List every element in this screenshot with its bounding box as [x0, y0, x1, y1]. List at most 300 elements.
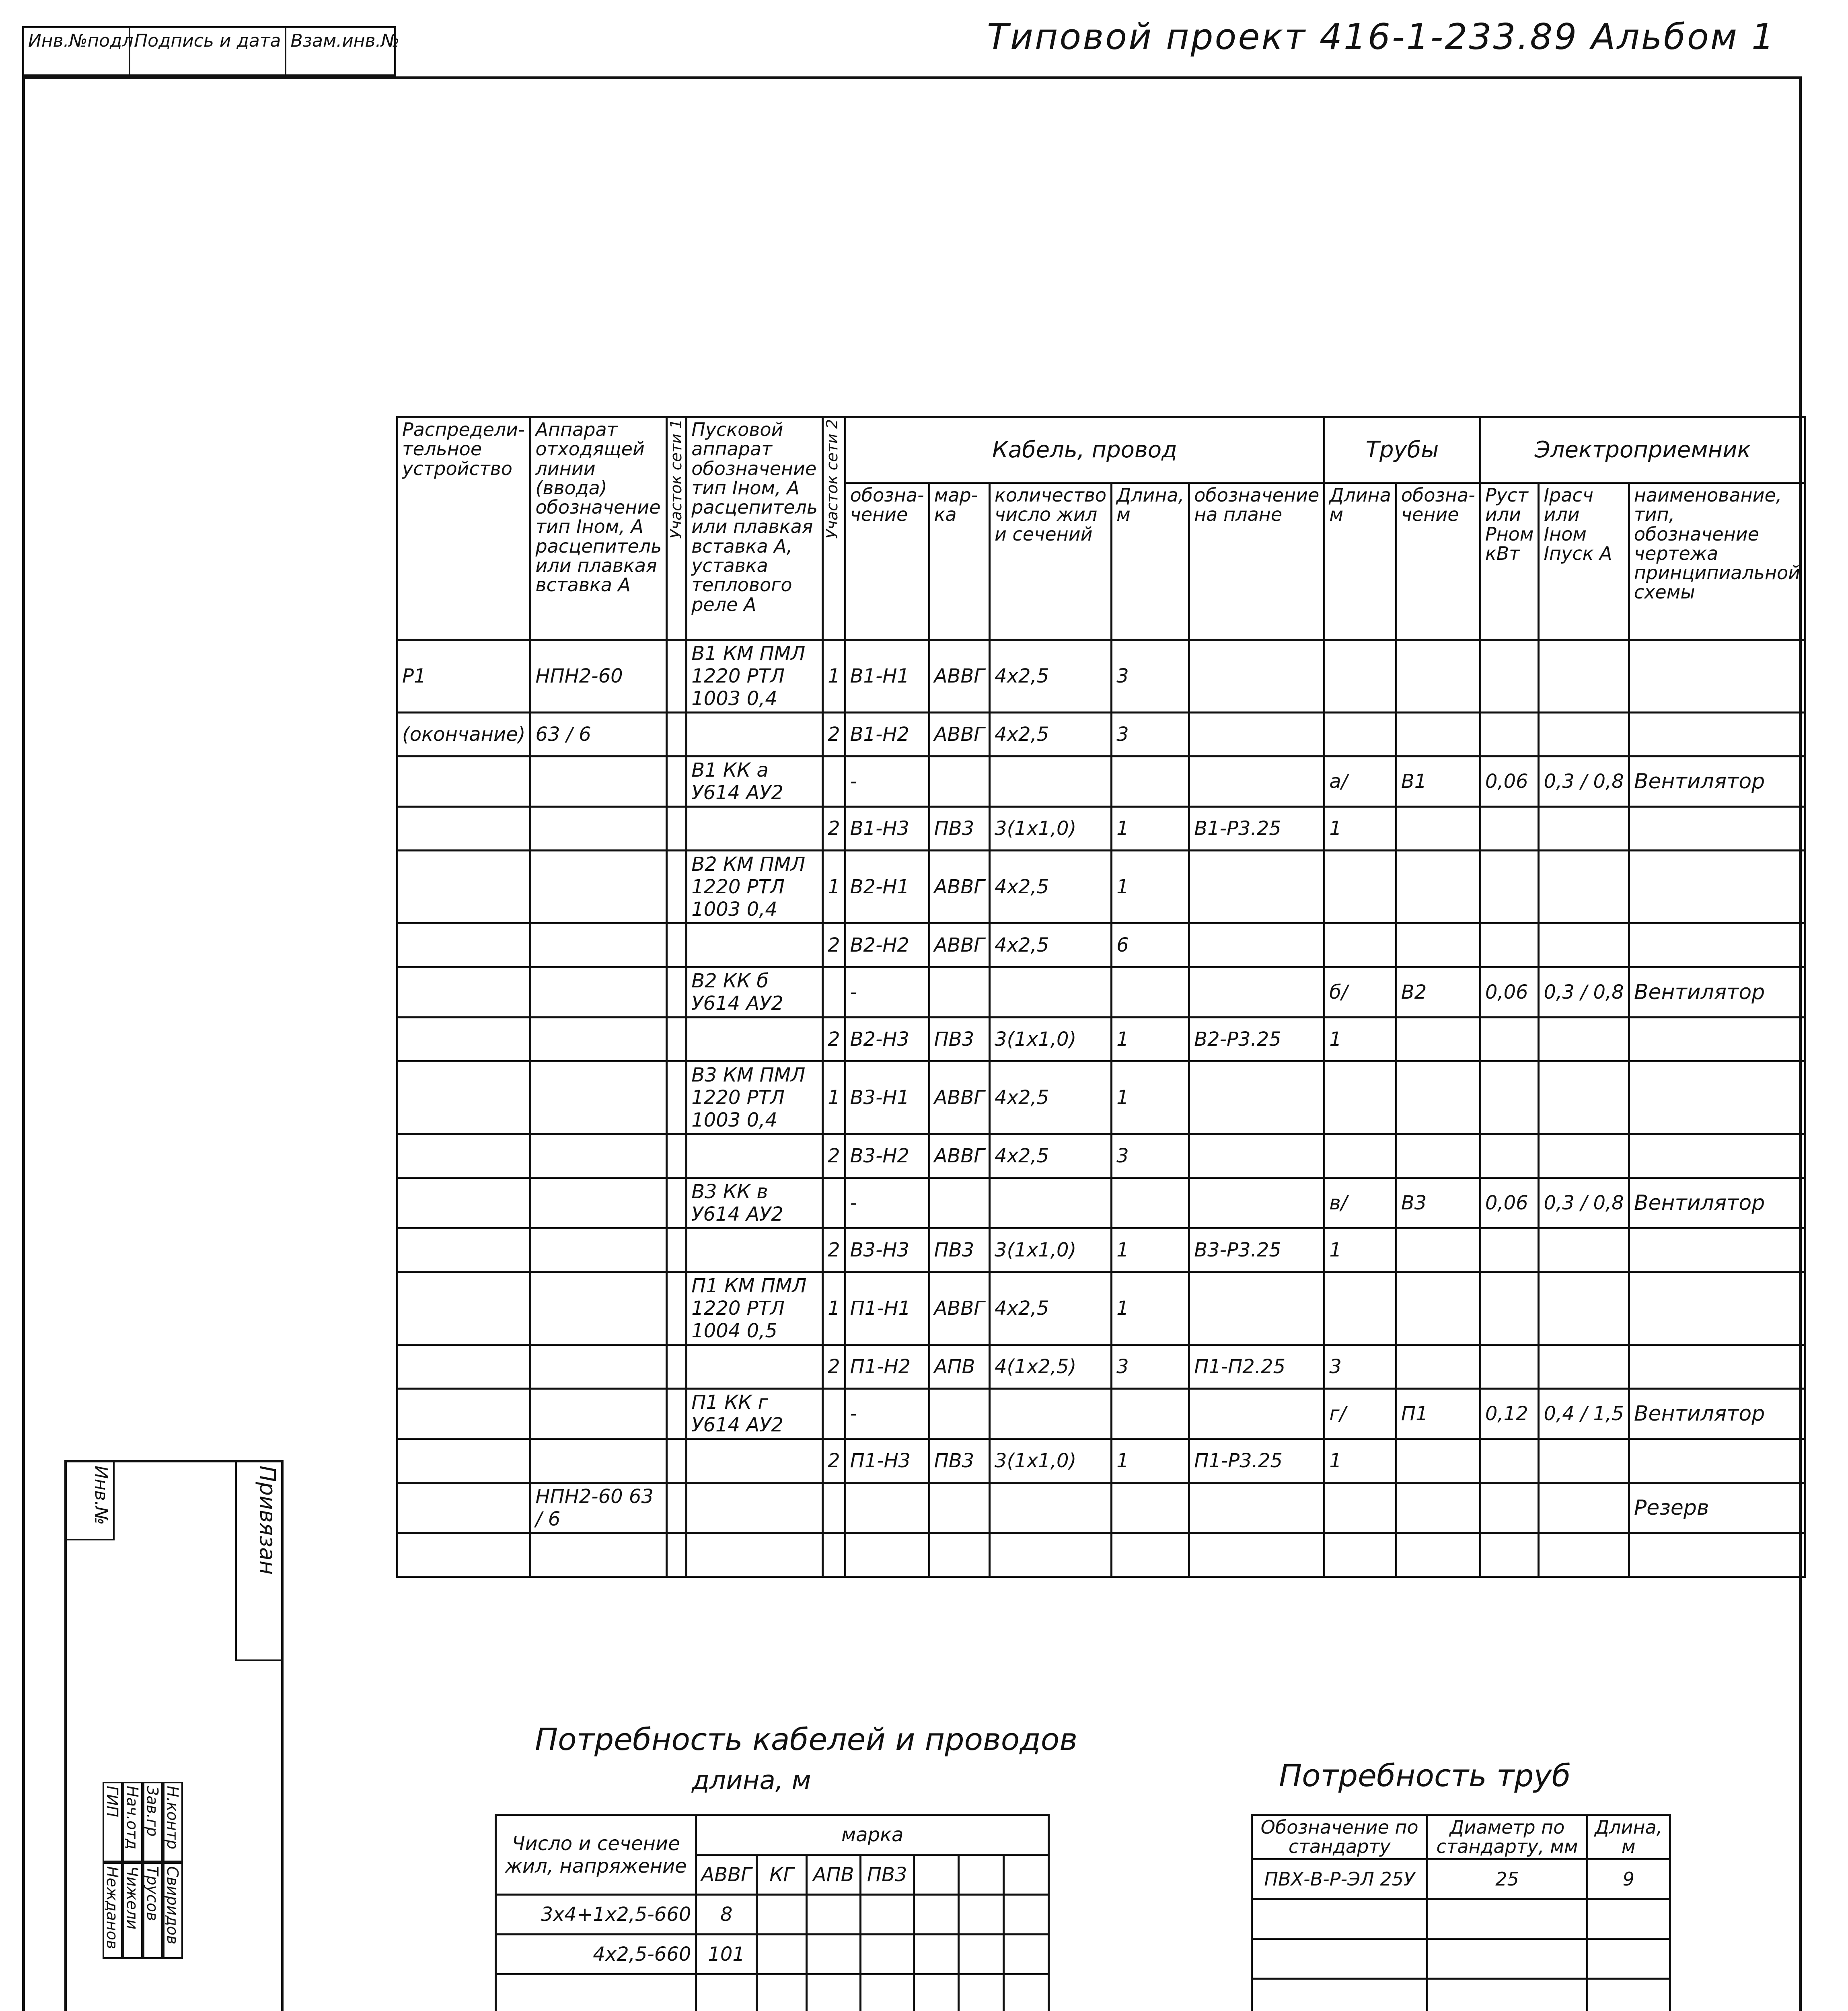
cell-receiver-power	[1480, 807, 1539, 851]
table-row	[397, 1272, 1805, 1345]
cell-cable-qty	[990, 1389, 1112, 1439]
title-block	[64, 1460, 284, 2011]
title-block-name-0: Нежданов	[103, 1862, 123, 1959]
cell-cable-length: 1	[1112, 1061, 1189, 1134]
cell-pipe-id: В2-Р3.25	[1189, 1018, 1324, 1061]
cell-receiver-power	[1480, 1228, 1539, 1272]
cell-receiver-id: В3	[1396, 1178, 1480, 1228]
cell-starter	[687, 1228, 823, 1272]
table-row	[397, 807, 1805, 851]
cell-receiver-id	[1396, 923, 1480, 967]
title-block-role-3: Н.контр	[163, 1782, 183, 1862]
cell-cable-id: В1-Н3	[845, 807, 929, 851]
cell-receiver-power	[1480, 1272, 1539, 1345]
cell-section-2: 2	[823, 1345, 845, 1389]
cables-cell	[696, 1974, 756, 2011]
cell-section-1	[667, 967, 687, 1018]
pipes-col-header: Диаметр по стандарту, мм	[1427, 1815, 1587, 1859]
cell-cable-length	[1112, 1483, 1189, 1533]
cell-receiver-power: 0,12	[1480, 1389, 1539, 1439]
cell-section-2	[823, 1389, 845, 1439]
cell-distribution: Р1	[397, 640, 530, 713]
stamp-replace-label: Взам.инв.№	[290, 31, 400, 51]
cell-cable-length: 3	[1112, 1345, 1189, 1389]
cell-distribution	[397, 807, 530, 851]
cell-receiver-current	[1539, 1061, 1629, 1134]
cell-cable-qty	[990, 1483, 1112, 1533]
cell-cable-qty	[990, 967, 1112, 1018]
cell-section-2	[823, 757, 845, 807]
cell-distribution	[397, 757, 530, 807]
cell-receiver-name	[1629, 1345, 1805, 1389]
table-row	[1252, 1978, 1670, 2011]
cell-section-2: 1	[823, 1272, 845, 1345]
cell-cable-id: П1-Н3	[845, 1439, 929, 1483]
cell-starter: В3 КК в У614 АУ2	[687, 1178, 823, 1228]
cell-pipe-id: В3-Р3.25	[1189, 1228, 1324, 1272]
cell-receiver-current	[1539, 1439, 1629, 1483]
cell-cable-id: В3-Н1	[845, 1061, 929, 1134]
cell-receiver-current: 0,4 / 1,5	[1539, 1389, 1629, 1439]
cell-section-1	[667, 1439, 687, 1483]
cell-section-2: 2	[823, 1018, 845, 1061]
cell-cable-id: -	[845, 757, 929, 807]
cell-receiver-power	[1480, 851, 1539, 923]
cell-receiver-name	[1629, 1272, 1805, 1345]
cell-apparatus: НПН2-60 63 / 6	[530, 1483, 667, 1533]
pipes-col-header: Длина, м	[1587, 1815, 1670, 1859]
cell-starter	[687, 1018, 823, 1061]
cell-receiver-id	[1396, 1061, 1480, 1134]
cell-receiver-name	[1629, 1061, 1805, 1134]
table-row	[397, 1134, 1805, 1178]
cell-cable-qty: 4х2,5	[990, 851, 1112, 923]
cell-pipe-id	[1189, 1389, 1324, 1439]
cell-distribution	[397, 1178, 530, 1228]
cell-section-1	[667, 1018, 687, 1061]
cell-apparatus	[530, 1272, 667, 1345]
cell-pipe-length	[1324, 851, 1396, 923]
cell-pipe-id	[1189, 713, 1324, 757]
cables-cell	[914, 1974, 959, 2011]
cell-receiver-name	[1629, 807, 1805, 851]
cell-starter: П1 КМ ПМЛ 1220 РТЛ 1004 0,5	[687, 1272, 823, 1345]
cell-pipe-length	[1324, 1533, 1396, 1577]
cell-pipe-length: 1	[1324, 1439, 1396, 1483]
cell-receiver-id: В1	[1396, 757, 1480, 807]
col-distribution-device: Распредели-тельное устройство	[397, 417, 530, 640]
cell-pipe-id: В1-Р3.25	[1189, 807, 1324, 851]
cell-apparatus: НПН2-60	[530, 640, 667, 713]
project-header: Типовой проект 416-1-233.89 Альбом 1	[987, 16, 1776, 58]
cell-receiver-current	[1539, 713, 1629, 757]
cell-cable-qty: 4х2,5	[990, 713, 1112, 757]
pipes-cell: 25	[1427, 1859, 1587, 1899]
cables-requirement-table	[495, 1814, 1050, 2011]
cell-cable-qty	[990, 1533, 1112, 1577]
cell-receiver-current	[1539, 1018, 1629, 1061]
cell-starter	[687, 1533, 823, 1577]
cell-apparatus	[530, 1178, 667, 1228]
cell-receiver-current	[1539, 1533, 1629, 1577]
cell-pipe-length: в/	[1324, 1178, 1396, 1228]
cell-receiver-id	[1396, 851, 1480, 923]
cell-receiver-current	[1539, 1134, 1629, 1178]
cell-cable-length: 6	[1112, 923, 1189, 967]
cell-receiver-name: Вентилятор	[1629, 1178, 1805, 1228]
cell-pipe-length	[1324, 640, 1396, 713]
cables-cell	[807, 1974, 860, 2011]
cell-apparatus	[530, 1533, 667, 1577]
cell-section-2: 2	[823, 1228, 845, 1272]
cell-receiver-id	[1396, 1345, 1480, 1389]
cell-receiver-name	[1629, 1134, 1805, 1178]
cell-receiver-id: П1	[1396, 1389, 1480, 1439]
cell-cable-brand: ПВ3	[929, 807, 989, 851]
cell-distribution	[397, 1061, 530, 1134]
cell-starter	[687, 1483, 823, 1533]
col-receiver-id: обозна-чение	[1396, 483, 1480, 640]
cell-cable-length: 1	[1112, 1018, 1189, 1061]
cell-section-2: 1	[823, 640, 845, 713]
table-row	[397, 1178, 1805, 1228]
title-block-role-0: ГИП	[103, 1782, 123, 1862]
cell-pipe-length	[1324, 1061, 1396, 1134]
table-row	[397, 1533, 1805, 1577]
cell-apparatus: 63 / 6	[530, 713, 667, 757]
cell-receiver-power	[1480, 1061, 1539, 1134]
table-row	[496, 1974, 1049, 2011]
cell-apparatus	[530, 1439, 667, 1483]
cell-pipe-id	[1189, 923, 1324, 967]
cables-col-section: Число и сечение жил, напряжение	[496, 1815, 696, 1895]
cell-section-1	[667, 757, 687, 807]
cell-pipe-length: 1	[1324, 1228, 1396, 1272]
cables-cell	[860, 1974, 914, 2011]
cables-cell: 101	[696, 1935, 756, 1974]
cell-receiver-current	[1539, 1228, 1629, 1272]
cell-section-2	[823, 1483, 845, 1533]
cell-pipe-id	[1189, 640, 1324, 713]
cell-receiver-id: В2	[1396, 967, 1480, 1018]
pipes-cell	[1587, 1978, 1670, 2011]
cell-apparatus	[530, 1134, 667, 1178]
cell-receiver-current: 0,3 / 0,8	[1539, 757, 1629, 807]
cell-receiver-id	[1396, 1018, 1480, 1061]
cell-receiver-id	[1396, 1483, 1480, 1533]
cell-cable-length	[1112, 967, 1189, 1018]
cell-pipe-length: 1	[1324, 1018, 1396, 1061]
cell-receiver-name	[1629, 923, 1805, 967]
cables-row-label	[496, 1974, 696, 2011]
cell-distribution	[397, 1389, 530, 1439]
cell-receiver-power	[1480, 1533, 1539, 1577]
cell-pipe-id	[1189, 1533, 1324, 1577]
cables-brand-col: АВВГ	[696, 1855, 756, 1895]
cell-cable-brand: ПВ3	[929, 1439, 989, 1483]
cell-section-2: 2	[823, 923, 845, 967]
cell-cable-id: В3-Н2	[845, 1134, 929, 1178]
col-cable-id: обозна-чение	[845, 483, 929, 640]
cell-receiver-id	[1396, 1228, 1480, 1272]
cell-cable-qty: 4х2,5	[990, 640, 1112, 713]
pipes-cell	[1587, 1939, 1670, 1978]
cell-cable-brand: ПВ3	[929, 1018, 989, 1061]
cell-pipe-length: б/	[1324, 967, 1396, 1018]
pipes-col-header: Обозначение по стандарту	[1252, 1815, 1427, 1859]
table-row	[397, 923, 1805, 967]
table-row	[397, 1439, 1805, 1483]
cell-cable-id: В2-Н3	[845, 1018, 929, 1061]
cell-section-1	[667, 807, 687, 851]
cell-distribution	[397, 923, 530, 967]
table-row	[397, 757, 1805, 807]
title-block-checked: Привязан	[235, 1460, 284, 1661]
cell-section-2: 2	[823, 713, 845, 757]
cell-cable-brand: ПВ3	[929, 1228, 989, 1272]
cell-cable-brand: АВВГ	[929, 851, 989, 923]
cell-apparatus	[530, 851, 667, 923]
cell-section-1	[667, 713, 687, 757]
cell-section-1	[667, 923, 687, 967]
title-block-name-1: Чижели	[123, 1862, 143, 1959]
cell-cable-brand	[929, 757, 989, 807]
cell-starter	[687, 713, 823, 757]
cell-cable-brand: АПВ	[929, 1345, 989, 1389]
cell-receiver-id	[1396, 640, 1480, 713]
table-row	[1252, 1939, 1670, 1978]
cell-cable-qty: 4х2,5	[990, 1272, 1112, 1345]
cell-cable-qty: 3(1х1,0)	[990, 807, 1112, 851]
cell-receiver-current	[1539, 640, 1629, 713]
col-section-2: Участок сети 2	[823, 417, 845, 640]
cell-distribution	[397, 851, 530, 923]
col-cable-brand: мар-ка	[929, 483, 989, 640]
cell-starter	[687, 1345, 823, 1389]
col-pipe-id: обозначение на плане	[1189, 483, 1324, 640]
cables-cell	[1004, 1974, 1049, 2011]
cell-pipe-length	[1324, 1483, 1396, 1533]
cell-cable-qty	[990, 757, 1112, 807]
table-row	[496, 1895, 1049, 1935]
cell-cable-length: 3	[1112, 1134, 1189, 1178]
cell-pipe-length: 1	[1324, 807, 1396, 851]
cell-pipe-length: г/	[1324, 1389, 1396, 1439]
cell-pipe-id	[1189, 757, 1324, 807]
cell-receiver-current: 0,3 / 0,8	[1539, 1178, 1629, 1228]
cables-cell	[959, 1974, 1004, 2011]
table-row	[1252, 1859, 1670, 1899]
cell-starter: В2 КК б У614 АУ2	[687, 967, 823, 1018]
cell-apparatus	[530, 807, 667, 851]
title-block-role-1: Нач.отд	[123, 1782, 143, 1862]
cables-brand-col	[1004, 1855, 1049, 1895]
cell-receiver-power: 0,06	[1480, 757, 1539, 807]
cell-receiver-id	[1396, 1439, 1480, 1483]
cell-cable-id	[845, 1533, 929, 1577]
cell-distribution: (окончание)	[397, 713, 530, 757]
table-row	[397, 640, 1805, 713]
cables-brand-col	[959, 1855, 1004, 1895]
cell-cable-length: 1	[1112, 851, 1189, 923]
cell-distribution	[397, 1439, 530, 1483]
cables-cell	[1004, 1935, 1049, 1974]
cell-cable-id: -	[845, 1178, 929, 1228]
cell-section-1	[667, 1272, 687, 1345]
cell-section-2	[823, 967, 845, 1018]
cell-cable-id: -	[845, 967, 929, 1018]
cell-cable-qty: 4х2,5	[990, 1134, 1112, 1178]
cell-cable-length	[1112, 1389, 1189, 1439]
col-receiver-name: наименование, тип, обозначение чертежа принципиальной схемы	[1629, 483, 1805, 640]
pipes-cell	[1252, 1939, 1427, 1978]
cell-cable-brand: АВВГ	[929, 1134, 989, 1178]
cell-cable-brand: АВВГ	[929, 1061, 989, 1134]
cables-cell	[914, 1935, 959, 1974]
cables-cell	[959, 1935, 1004, 1974]
cables-row-label: 4х2,5-660	[496, 1935, 696, 1974]
cell-pipe-id	[1189, 1272, 1324, 1345]
cell-receiver-power	[1480, 713, 1539, 757]
cell-cable-length: 1	[1112, 1439, 1189, 1483]
cell-apparatus	[530, 967, 667, 1018]
cell-section-2	[823, 1178, 845, 1228]
cell-section-1	[667, 1134, 687, 1178]
cell-receiver-name: Вентилятор	[1629, 967, 1805, 1018]
cell-starter: В2 КМ ПМЛ 1220 РТЛ 1003 0,4	[687, 851, 823, 923]
cell-cable-length: 3	[1112, 713, 1189, 757]
cell-starter: В3 КМ ПМЛ 1220 РТЛ 1003 0,4	[687, 1061, 823, 1134]
cell-cable-brand: АВВГ	[929, 640, 989, 713]
cell-starter	[687, 923, 823, 967]
cell-pipe-id	[1189, 1061, 1324, 1134]
table-row	[397, 713, 1805, 757]
cell-receiver-current	[1539, 807, 1629, 851]
pipes-cell	[1252, 1978, 1427, 2011]
cell-cable-qty: 4(1х2,5)	[990, 1345, 1112, 1389]
cell-cable-length: 3	[1112, 640, 1189, 713]
cell-distribution	[397, 1345, 530, 1389]
cell-receiver-name: Резерв	[1629, 1483, 1805, 1533]
cell-cable-length	[1112, 1533, 1189, 1577]
cell-cable-id: В1-Н1	[845, 640, 929, 713]
cables-cell	[860, 1935, 914, 1974]
cell-receiver-current: 0,3 / 0,8	[1539, 967, 1629, 1018]
cell-cable-qty: 3(1х1,0)	[990, 1228, 1112, 1272]
cell-distribution	[397, 1533, 530, 1577]
pipes-cell	[1427, 1899, 1587, 1939]
cables-cell	[807, 1935, 860, 1974]
cell-section-2: 2	[823, 807, 845, 851]
cell-cable-brand: АВВГ	[929, 923, 989, 967]
cell-receiver-name	[1629, 713, 1805, 757]
cable-group-header: Кабель, провод	[845, 417, 1324, 483]
cell-apparatus	[530, 757, 667, 807]
cell-receiver-power	[1480, 1134, 1539, 1178]
cell-receiver-name	[1629, 1439, 1805, 1483]
cell-cable-qty: 4х2,5	[990, 923, 1112, 967]
cell-cable-length	[1112, 1178, 1189, 1228]
title-block-name-3: Свиридов	[163, 1862, 183, 1959]
cell-cable-brand	[929, 1389, 989, 1439]
cell-section-1	[667, 1345, 687, 1389]
cell-cable-brand	[929, 1178, 989, 1228]
cell-cable-brand	[929, 1533, 989, 1577]
pipes-cell	[1587, 1899, 1670, 1939]
cell-receiver-id	[1396, 1533, 1480, 1577]
col-receiver-power: Руст или Рном кВт	[1480, 483, 1539, 640]
cell-starter	[687, 1134, 823, 1178]
cell-apparatus	[530, 1345, 667, 1389]
title-block-name-2: Трусов	[143, 1862, 163, 1959]
table-row	[397, 851, 1805, 923]
cell-apparatus	[530, 1018, 667, 1061]
cell-pipe-id	[1189, 851, 1324, 923]
cell-cable-id: В2-Н2	[845, 923, 929, 967]
cables-cell	[959, 1895, 1004, 1935]
cables-cell	[756, 1895, 807, 1935]
cell-section-1	[667, 851, 687, 923]
cell-apparatus	[530, 923, 667, 967]
stamp-sign-label: Подпись и дата	[130, 28, 286, 74]
stamp-inv-label: Инв.№подл.	[24, 28, 130, 74]
cell-pipe-id: П1-П2.25	[1189, 1345, 1324, 1389]
cell-starter: В1 КМ ПМЛ 1220 РТЛ 1003 0,4	[687, 640, 823, 713]
cell-pipe-length: а/	[1324, 757, 1396, 807]
col-pipe-length: Длина м	[1324, 483, 1396, 640]
table-row	[397, 1389, 1805, 1439]
cell-cable-qty: 3(1х1,0)	[990, 1018, 1112, 1061]
cell-distribution	[397, 1228, 530, 1272]
cell-section-1	[667, 1483, 687, 1533]
cell-receiver-power	[1480, 923, 1539, 967]
cell-receiver-name	[1629, 640, 1805, 713]
col-cable-length: Длина, м	[1112, 483, 1189, 640]
cell-receiver-power: 0,06	[1480, 967, 1539, 1018]
col-receiver-current: Iрасч или Iном Iпуск А	[1539, 483, 1629, 640]
cell-cable-brand: АВВГ	[929, 713, 989, 757]
cell-receiver-current	[1539, 1345, 1629, 1389]
cell-section-2: 2	[823, 1439, 845, 1483]
cables-cell	[756, 1974, 807, 2011]
cell-starter: В1 КК а У614 АУ2	[687, 757, 823, 807]
cell-pipe-length	[1324, 713, 1396, 757]
title-block-role-2: Зав.гр	[143, 1782, 163, 1862]
cell-cable-id: -	[845, 1389, 929, 1439]
cell-pipe-id	[1189, 1178, 1324, 1228]
cell-cable-id: В3-Н3	[845, 1228, 929, 1272]
cell-receiver-name: Вентилятор	[1629, 1389, 1805, 1439]
cell-cable-id	[845, 1483, 929, 1533]
pipes-cell	[1427, 1939, 1587, 1978]
cell-cable-length: 1	[1112, 1228, 1189, 1272]
cell-receiver-name	[1629, 1018, 1805, 1061]
cell-starter	[687, 1439, 823, 1483]
table-row	[397, 1018, 1805, 1061]
cell-pipe-length: 3	[1324, 1345, 1396, 1389]
cables-row-label: 3х4+1х2,5-660	[496, 1895, 696, 1935]
cables-cell: 8	[696, 1895, 756, 1935]
cell-cable-length: 1	[1112, 1272, 1189, 1345]
col-cable-qty: количество число жил и сечений	[990, 483, 1112, 640]
cell-pipe-id	[1189, 1483, 1324, 1533]
cables-brand-col	[914, 1855, 959, 1895]
cables-cell	[914, 1895, 959, 1935]
cell-apparatus	[530, 1228, 667, 1272]
cables-brand-col: АПВ	[807, 1855, 860, 1895]
cell-receiver-id	[1396, 1134, 1480, 1178]
pipes-cell: ПВХ-В-Р-ЭЛ 25У	[1252, 1859, 1427, 1899]
